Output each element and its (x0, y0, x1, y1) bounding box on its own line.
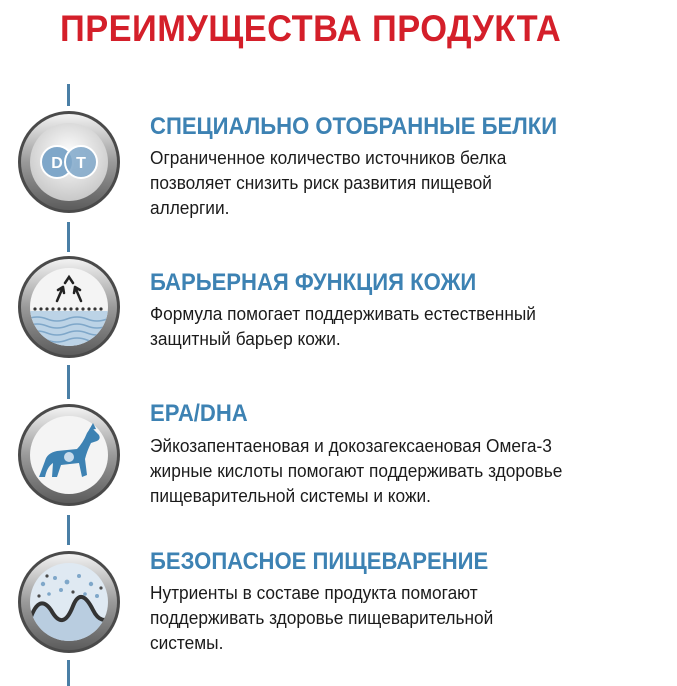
description-line: жирные кислоты помогают поддерживать здоровье (150, 461, 563, 481)
description-line: поддерживать здоровье пищеварительной (150, 608, 494, 628)
description-line: Ограниченное количество источников белка (150, 148, 507, 168)
feature-heading: БЕЗОПАСНОЕ ПИЩЕВАРЕНИЕ (150, 548, 489, 575)
digestion-icon (17, 550, 121, 654)
feature-description (150, 581, 649, 656)
feature-heading: СПЕЦИАЛЬНО ОТОБРАННЫЕ БЕЛКИ (150, 113, 558, 140)
description-line: системы. (150, 633, 224, 653)
page-title: ПРЕИМУЩЕСТВА ПРОДУКТА (60, 8, 562, 49)
description-line: аллергии. (150, 198, 230, 218)
description-line: Эйкозапентаеновая и докозагексаеновая Омега-3 (150, 436, 552, 456)
dog-icon (17, 403, 121, 507)
description-line: защитный барьер кожи. (150, 329, 341, 349)
feature-description (150, 434, 649, 509)
dt-protein-icon (17, 110, 121, 214)
timeline-line (67, 84, 70, 106)
skin-barrier-icon (17, 255, 121, 359)
feature-heading: EPA/DHA (150, 400, 248, 427)
timeline-line (67, 222, 70, 252)
feature-description (150, 146, 649, 221)
timeline-line (67, 660, 70, 686)
description-line: Нутриенты в составе продукта помогают (150, 583, 478, 603)
description-line: Формула помогает поддерживать естественный (150, 304, 536, 324)
feature-heading: БАРЬЕРНАЯ ФУНКЦИЯ КОЖИ (150, 269, 477, 296)
timeline-line (67, 365, 70, 399)
timeline-line (67, 515, 70, 545)
feature-description (150, 302, 649, 352)
description-line: пищеварительной системы и кожи. (150, 486, 431, 506)
icon-letter-d: D (51, 155, 63, 172)
icon-letter-t: T (76, 155, 86, 172)
description-line: позволяет снизить риск развития пищевой (150, 173, 492, 193)
